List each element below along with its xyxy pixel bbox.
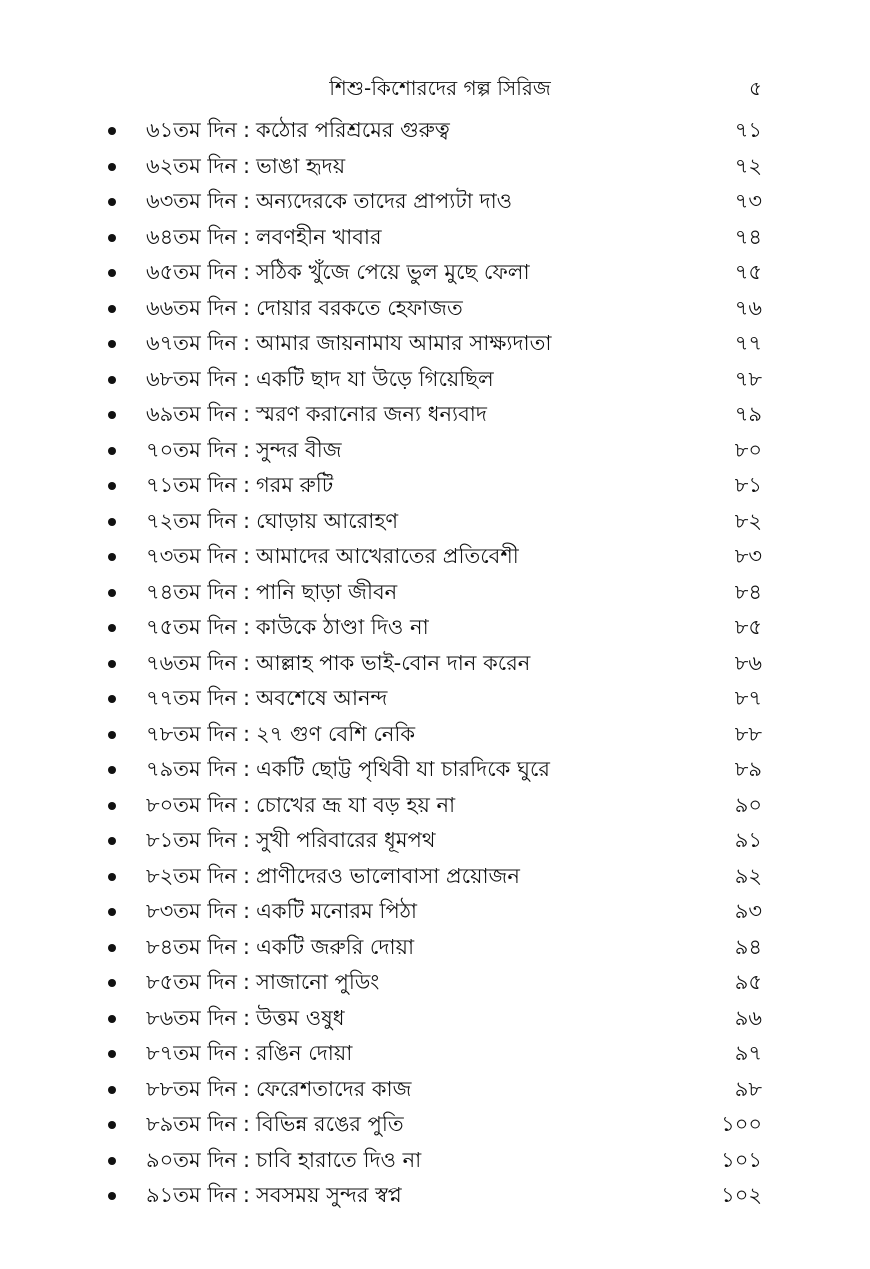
toc-entry-separator: : <box>242 153 251 178</box>
toc-entry-separator: : <box>242 508 251 533</box>
toc-entry <box>0 965 870 1001</box>
bullet-icon <box>108 127 116 135</box>
toc-entry-separator: : <box>242 1005 251 1030</box>
toc-entry-separator: : <box>242 189 251 213</box>
toc-entry <box>0 610 870 646</box>
toc-entry-title: আল্লাহ পাক ভাই-বোন দান করেন <box>256 650 531 675</box>
toc-entry-separator: : <box>242 224 251 249</box>
toc-entry-text <box>146 326 551 362</box>
toc-entry-text <box>146 255 530 291</box>
toc-entry-day: ৮১তম দিন <box>146 828 237 852</box>
bullet-icon <box>108 1121 116 1129</box>
bullet-icon <box>108 731 116 739</box>
toc-entry <box>0 894 870 930</box>
toc-entry <box>0 504 870 540</box>
toc-entry-separator: : <box>242 437 251 462</box>
toc-entry-page: ৮০ <box>734 437 762 462</box>
table-of-contents <box>0 113 870 1214</box>
toc-entry <box>0 113 870 149</box>
toc-entry-separator: : <box>242 970 250 994</box>
toc-entry-separator: : <box>242 757 251 781</box>
toc-entry-page: ৯৪ <box>734 934 762 959</box>
toc-entry-title: আমার জায়নামায আমার সাক্ষ্যদাতা <box>256 331 552 355</box>
toc-entry <box>0 149 870 185</box>
toc-entry <box>0 326 870 362</box>
toc-entry-page: ৯০ <box>734 792 762 817</box>
header-page-number: ৫ <box>749 76 762 100</box>
bullet-icon <box>108 482 116 490</box>
toc-entry-day: ৬৪তম দিন <box>146 224 237 249</box>
toc-entry-text <box>146 504 398 540</box>
toc-entry-separator: : <box>242 118 251 142</box>
toc-entry-title: লবণহীন খাবার <box>256 224 382 249</box>
toc-entry-title: একটি মনোরম পিঠা <box>256 899 418 923</box>
toc-entry <box>0 433 870 469</box>
toc-entry-title: কঠোর পরিশ্রমের গুরুত্ব <box>256 118 450 142</box>
toc-entry-day: ৮৮তম দিন <box>146 1076 237 1101</box>
toc-entry-text <box>146 433 342 469</box>
bullet-icon <box>108 518 116 526</box>
bullet-icon <box>108 1050 116 1058</box>
toc-entry-separator: : <box>242 1076 250 1101</box>
toc-entry-text <box>146 1036 352 1072</box>
toc-entry-title: চাবি হারাতে দিও না <box>256 1147 422 1172</box>
toc-entry-text <box>146 1107 404 1143</box>
toc-entry-day: ৬৯তম দিন <box>146 402 237 426</box>
toc-entry-page: ৯২ <box>734 863 762 888</box>
toc-entry-text <box>146 1178 402 1214</box>
toc-entry-title: আমাদের আখেরাতের প্রতিবেশী <box>256 544 519 568</box>
toc-entry-day: ৮৭তম দিন <box>146 1041 237 1065</box>
toc-entry-page: ৭৬ <box>734 295 762 320</box>
book-series-title: শিশু-কিশোরদের গল্প সিরিজ <box>329 76 551 100</box>
toc-entry <box>0 539 870 575</box>
bullet-icon <box>108 447 116 455</box>
toc-entry <box>0 468 870 504</box>
toc-entry-page: ৭৫ <box>734 260 762 284</box>
toc-entry-day: ৭৬তম দিন <box>146 650 237 675</box>
bullet-icon <box>108 234 116 242</box>
toc-entry-text <box>146 788 455 824</box>
toc-entry-text <box>146 1143 421 1179</box>
toc-entry-title: রঙিন দোয়া <box>256 1041 353 1065</box>
toc-entry-separator: : <box>242 544 251 568</box>
bullet-icon <box>108 340 116 348</box>
toc-entry-text <box>146 859 520 895</box>
toc-entry <box>0 1143 870 1179</box>
toc-entry-page: ৯৩ <box>734 899 762 923</box>
toc-entry-page: ৯৮ <box>734 1076 762 1101</box>
toc-entry <box>0 1072 870 1108</box>
toc-entry-day: ৬৮তম দিন <box>146 366 237 391</box>
toc-entry-page: ১০১ <box>721 1147 762 1172</box>
toc-entry-text <box>146 610 429 646</box>
toc-entry-separator: : <box>242 863 251 888</box>
bullet-icon <box>108 695 116 703</box>
toc-entry-page: ১০০ <box>721 1112 762 1136</box>
toc-entry-separator: : <box>242 1112 250 1136</box>
toc-entry-title: একটি জরুরি দোয়া <box>256 934 415 959</box>
toc-entry-text <box>146 894 417 930</box>
toc-entry-text <box>146 823 435 859</box>
toc-entry-day: ৬৩তম দিন <box>146 189 237 213</box>
toc-entry-page: ৮৫ <box>734 615 762 639</box>
toc-entry-title: সবসময় সুন্দর স্বপ্ন <box>256 1183 402 1207</box>
toc-entry <box>0 1178 870 1214</box>
toc-entry-page: ৮৮ <box>734 721 762 746</box>
toc-entry-separator: : <box>242 686 251 710</box>
toc-entry-title: চোখের ভ্রূ যা বড় হয় না <box>256 792 456 817</box>
bullet-icon <box>108 908 116 916</box>
toc-entry-title: একটি ছোট্ট পৃথিবী যা চারদিকে ঘুরে <box>256 757 550 781</box>
toc-entry-page: ৭৪ <box>734 224 762 249</box>
toc-entry-day: ৭৯তম দিন <box>146 757 237 781</box>
toc-entry-page: ৯১ <box>734 828 762 852</box>
toc-entry-title: অন্যদেরকে তাদের প্রাপ্যটা দাও <box>256 189 513 213</box>
toc-entry-day: ৯১তম দিন <box>146 1183 237 1207</box>
toc-entry-day: ৬৭তম দিন <box>146 331 237 355</box>
toc-entry-separator: : <box>242 615 251 639</box>
bullet-icon <box>108 553 116 561</box>
toc-entry-separator: : <box>242 1041 251 1065</box>
bullet-icon <box>108 766 116 774</box>
toc-entry-text <box>146 113 450 149</box>
toc-entry-day: ৬১তম দিন <box>146 118 237 142</box>
toc-entry <box>0 717 870 753</box>
toc-entry <box>0 823 870 859</box>
toc-entry-day: ৮২তম দিন <box>146 863 237 888</box>
toc-entry-title: স্মরণ করানোর জন্য ধন্যবাদ <box>256 402 487 426</box>
toc-entry-page: ৮৩ <box>734 544 762 568</box>
bullet-icon <box>108 660 116 668</box>
toc-entry-separator: : <box>242 899 251 923</box>
toc-entry-separator: : <box>242 650 251 675</box>
toc-entry-text <box>146 149 345 185</box>
toc-entry-day: ৭৫তম দিন <box>146 615 237 639</box>
toc-entry <box>0 752 870 788</box>
toc-entry-page: ৭৩ <box>734 189 762 213</box>
toc-entry-text <box>146 397 487 433</box>
toc-entry-text <box>146 539 519 575</box>
bullet-icon <box>108 979 116 987</box>
toc-entry-page: ৭৭ <box>734 331 762 355</box>
toc-entry-day: ৮৫তম দিন <box>146 970 237 994</box>
toc-entry <box>0 788 870 824</box>
toc-entry-page: ৮৯ <box>734 757 762 781</box>
toc-entry-title: ঘোড়ায় আরোহণ <box>256 508 399 533</box>
toc-entry-day: ৭১তম দিন <box>146 473 237 497</box>
toc-entry <box>0 575 870 611</box>
toc-entry-page: ৮৪ <box>734 579 762 604</box>
toc-entry <box>0 255 870 291</box>
toc-entry-text <box>146 291 463 327</box>
toc-entry-text <box>146 362 494 398</box>
toc-entry-page: ৮২ <box>734 508 762 533</box>
bullet-icon <box>108 802 116 810</box>
bullet-icon <box>108 1086 116 1094</box>
toc-entry-day: ৭৭তম দিন <box>146 686 237 710</box>
toc-entry <box>0 397 870 433</box>
toc-entry-text <box>146 1001 345 1037</box>
toc-entry-text <box>146 184 512 220</box>
toc-entry-day: ৭০তম দিন <box>146 437 237 462</box>
toc-entry-title: সুন্দর বীজ <box>256 437 342 462</box>
bullet-icon <box>108 163 116 171</box>
toc-entry-day: ৭৩তম দিন <box>146 544 237 568</box>
toc-entry <box>0 184 870 220</box>
toc-entry-separator: : <box>242 402 251 426</box>
toc-entry-day: ৮৩তম দিন <box>146 899 237 923</box>
toc-entry-separator: : <box>242 473 251 497</box>
toc-entry-title: একটি ছাদ যা উড়ে গিয়েছিল <box>256 366 494 391</box>
toc-entry-day: ৮৬তম দিন <box>146 1005 237 1030</box>
toc-entry-title: দোয়ার বরকতে হেফাজত <box>256 295 463 320</box>
toc-entry-title: প্রাণীদেরও ভালোবাসা প্রয়োজন <box>256 863 520 888</box>
toc-entry <box>0 1001 870 1037</box>
toc-entry-separator: : <box>242 366 251 391</box>
running-header <box>0 70 870 106</box>
toc-entry-separator: : <box>242 934 250 959</box>
toc-entry <box>0 220 870 256</box>
toc-entry-day: ৭৮তম দিন <box>146 721 237 746</box>
toc-entry <box>0 1036 870 1072</box>
toc-entry-page: ৮১ <box>734 473 762 497</box>
toc-entry-separator: : <box>242 828 250 852</box>
toc-entry-text <box>146 575 397 611</box>
toc-entry-day: ৯০তম দিন <box>146 1147 237 1172</box>
toc-entry-title: কাউকে ঠাণ্ডা দিও না <box>256 615 429 639</box>
toc-entry-title: সঠিক খুঁজে পেয়ে ভুল মুছে ফেলা <box>256 260 530 284</box>
toc-entry-separator: : <box>242 1147 251 1172</box>
toc-entry-page: ৭১ <box>734 118 762 142</box>
bullet-icon <box>108 873 116 881</box>
bullet-icon <box>108 376 116 384</box>
toc-entry-text <box>146 681 387 717</box>
toc-entry-text <box>146 930 414 966</box>
toc-entry-day: ৬২তম দিন <box>146 153 237 178</box>
toc-entry-text <box>146 646 530 682</box>
toc-entry <box>0 681 870 717</box>
toc-entry-title: গরম রুটি <box>256 473 334 497</box>
toc-entry-page: ৯৭ <box>734 1041 762 1065</box>
toc-entry <box>0 930 870 966</box>
toc-entry-title: পানি ছাড়া জীবন <box>256 579 398 604</box>
bullet-icon <box>108 624 116 632</box>
toc-entry-page: ৮৭ <box>734 686 762 710</box>
toc-entry-page: ৮৬ <box>734 650 762 675</box>
toc-entry-separator: : <box>242 260 251 284</box>
toc-entry-separator: : <box>242 295 251 320</box>
bullet-icon <box>108 1157 116 1165</box>
toc-entry <box>0 646 870 682</box>
bullet-icon <box>108 837 116 845</box>
toc-entry-title: সাজানো পুডিং <box>256 970 380 994</box>
toc-entry-page: ৭৮ <box>734 366 762 391</box>
toc-entry-day: ৮০তম দিন <box>146 792 237 817</box>
toc-entry-title: ২৭ গুণ বেশি নেকি <box>256 721 416 746</box>
toc-entry-text <box>146 752 550 788</box>
toc-entry-title: উত্তম ওষুধ <box>256 1005 345 1030</box>
bullet-icon <box>108 269 116 277</box>
toc-entry-separator: : <box>242 792 251 817</box>
toc-entry-separator: : <box>242 1183 250 1207</box>
toc-entry-text <box>146 1072 411 1108</box>
bullet-icon <box>108 1192 116 1200</box>
toc-entry <box>0 362 870 398</box>
toc-entry-day: ৭২তম দিন <box>146 508 237 533</box>
bullet-icon <box>108 198 116 206</box>
toc-entry-day: ৭৪তম দিন <box>146 579 237 604</box>
bullet-icon <box>108 589 116 597</box>
toc-entry-day: ৬৬তম দিন <box>146 295 237 320</box>
toc-entry-separator: : <box>242 579 251 604</box>
toc-entry-day: ৬৫তম দিন <box>146 260 237 284</box>
toc-entry-page: ৯৫ <box>734 970 762 994</box>
toc-entry <box>0 1107 870 1143</box>
bullet-icon <box>108 305 116 313</box>
toc-entry-separator: : <box>242 721 251 746</box>
toc-entry-day: ৮৪তম দিন <box>146 934 237 959</box>
toc-entry <box>0 291 870 327</box>
toc-entry-title: ফেরেশতাদের কাজ <box>256 1076 412 1101</box>
toc-entry-separator: : <box>242 331 251 355</box>
toc-entry-text <box>146 965 379 1001</box>
toc-entry-title: সুখী পরিবারের ধূমপথ <box>256 828 436 852</box>
toc-entry-text <box>146 717 415 753</box>
toc-entry-text <box>146 468 333 504</box>
toc-entry <box>0 859 870 895</box>
bullet-icon <box>108 1015 116 1023</box>
toc-entry-day: ৮৯তম দিন <box>146 1112 237 1136</box>
toc-entry-text <box>146 220 382 256</box>
toc-entry-page: ১০২ <box>721 1183 762 1207</box>
toc-entry-page: ৯৬ <box>734 1005 762 1030</box>
bullet-icon <box>108 944 116 952</box>
toc-entry-page: ৭৯ <box>734 402 762 426</box>
toc-entry-title: বিভিন্ন রঙের পুতি <box>256 1112 404 1136</box>
bullet-icon <box>108 411 116 419</box>
toc-entry-page: ৭২ <box>734 153 762 178</box>
toc-entry-title: অবশেষে আনন্দ <box>256 686 388 710</box>
toc-entry-title: ভাঙা হৃদয় <box>256 153 346 178</box>
